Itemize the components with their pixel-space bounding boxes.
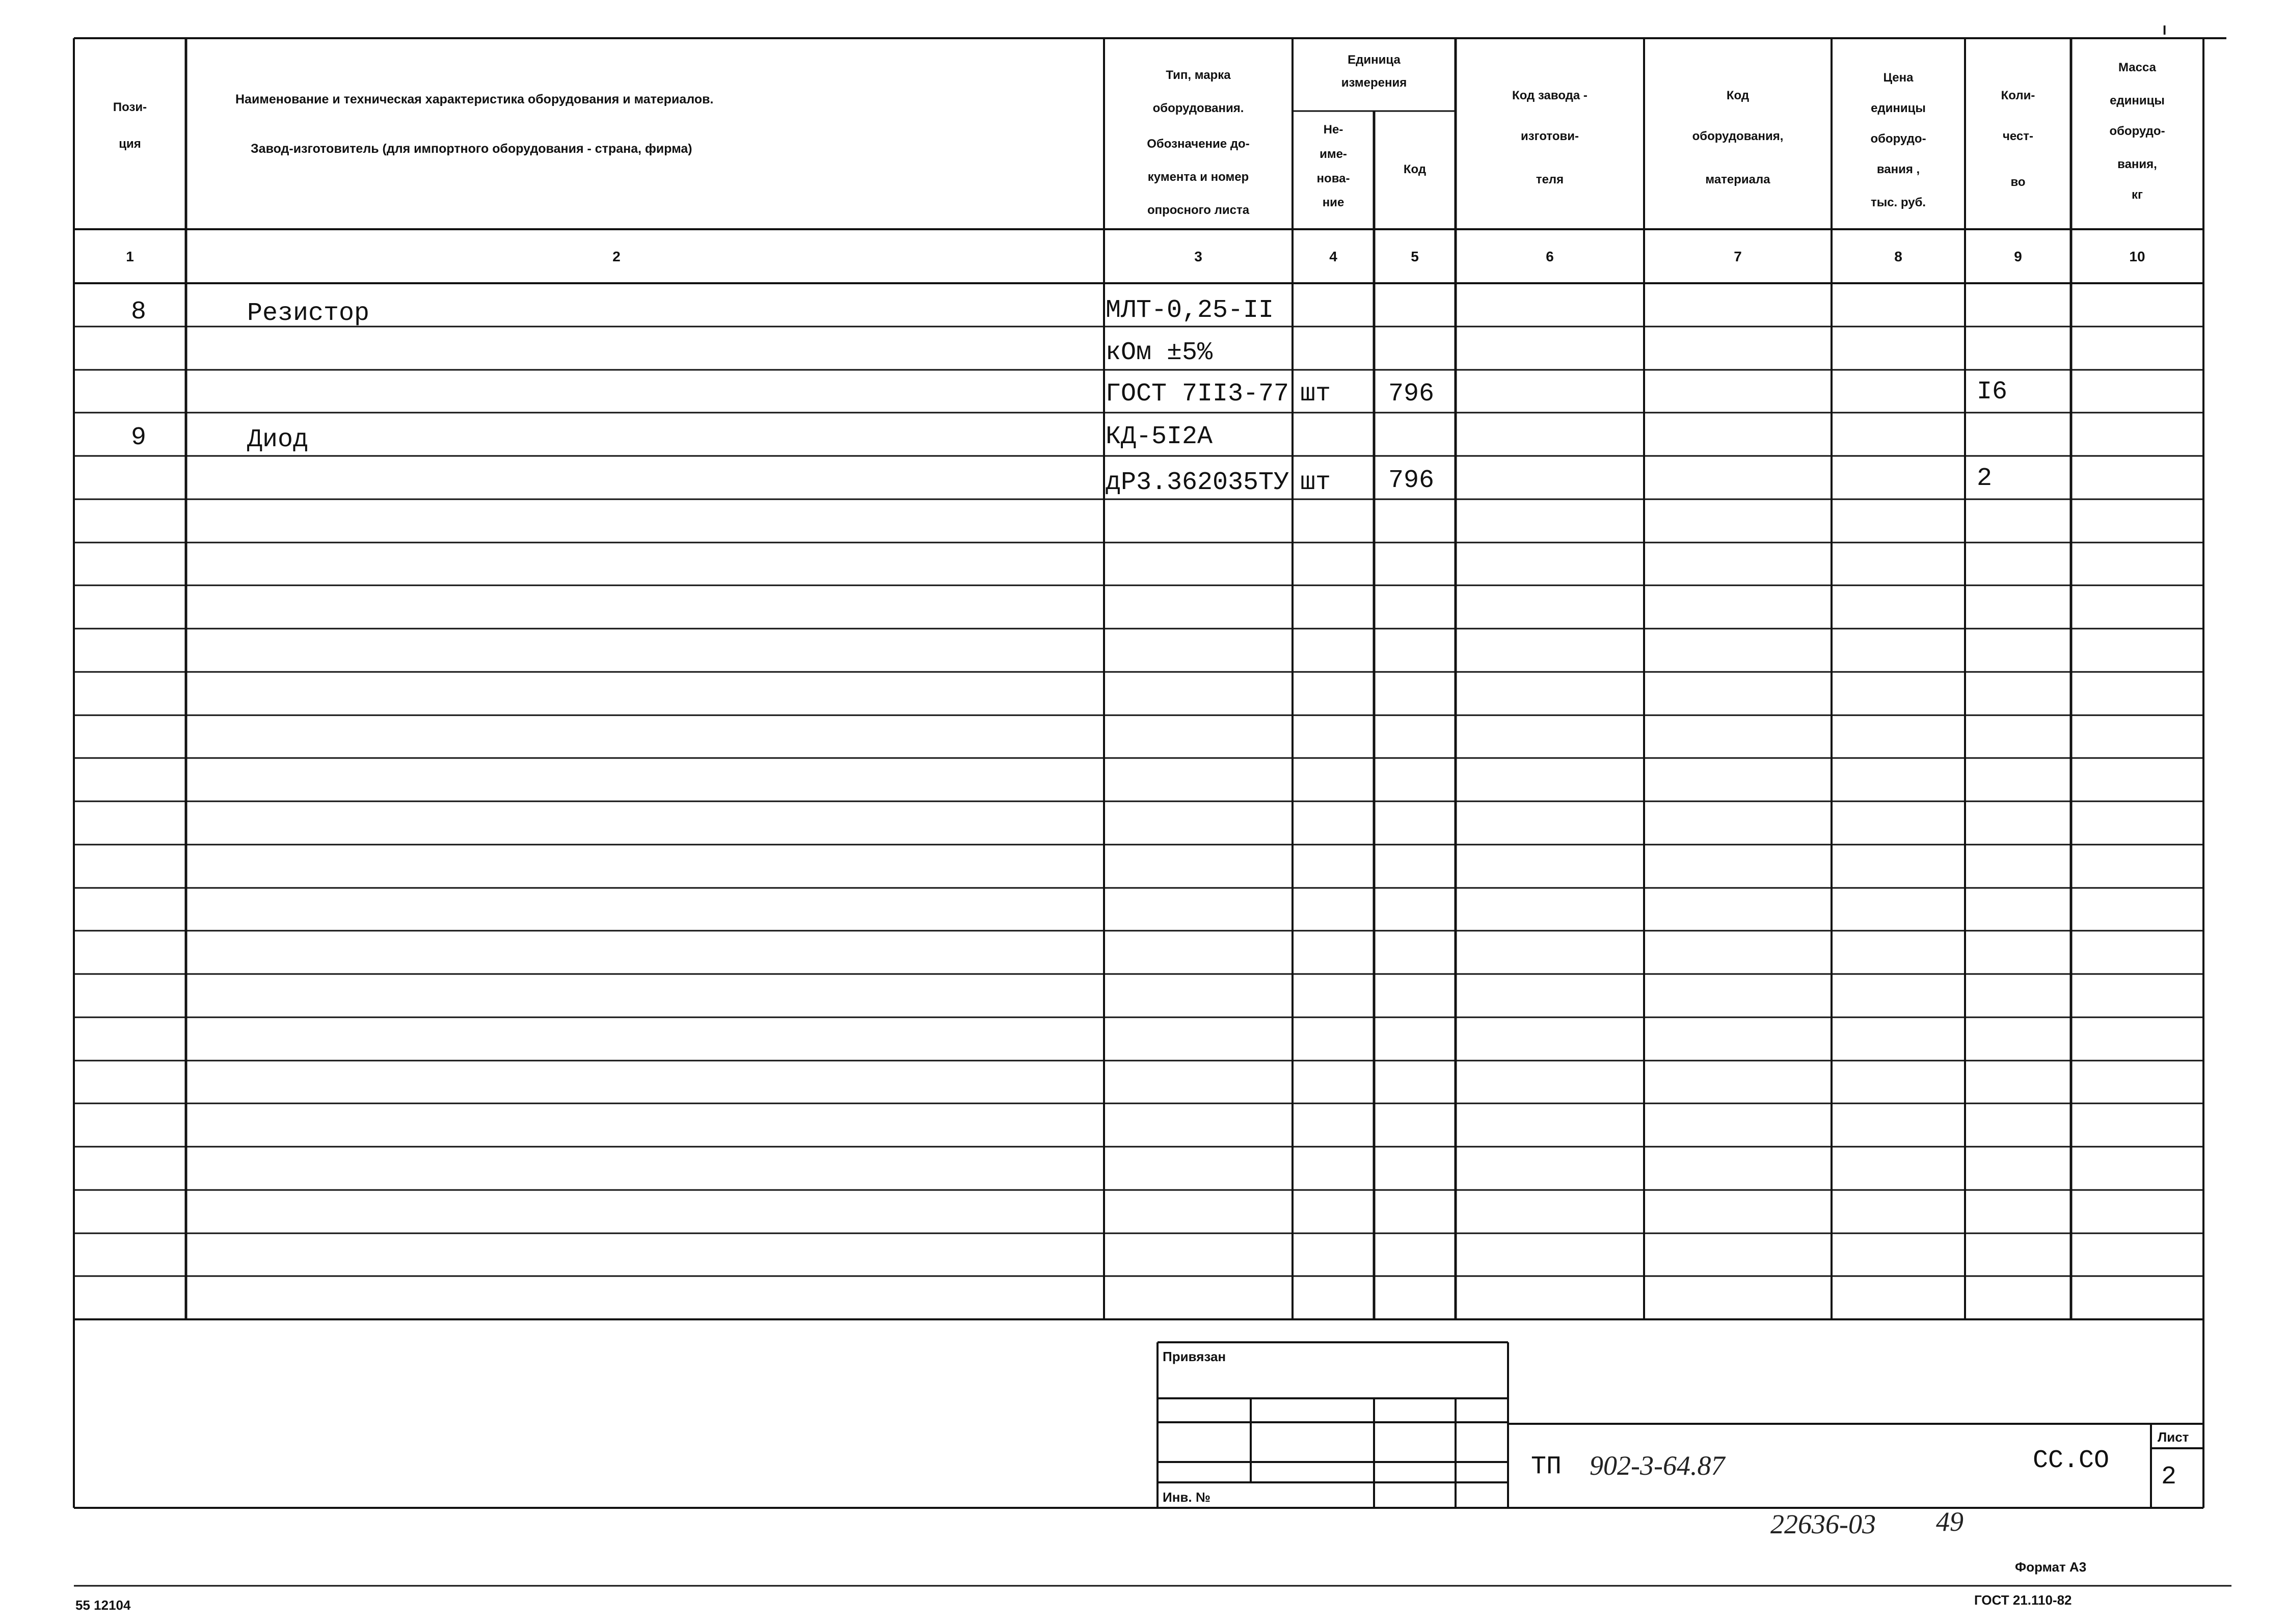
- header-equip-code-1: Код: [1726, 89, 1750, 102]
- table-frame: [74, 38, 2226, 1508]
- column-number: 1: [126, 249, 134, 264]
- column-number: 3: [1194, 249, 1202, 264]
- column-lines: [186, 38, 2071, 1319]
- header-qty-2: чест-: [2002, 129, 2034, 143]
- table-row: [1106, 377, 2007, 409]
- header-unit-code: Код: [1403, 163, 1427, 176]
- header-maker-code-3: теля: [1536, 173, 1564, 186]
- header-type-5: опросного листа: [1147, 203, 1250, 217]
- row-code: 796: [1388, 466, 1435, 495]
- column-number: 4: [1329, 249, 1337, 264]
- header-unit-group-2: измерения: [1341, 76, 1407, 90]
- row-type: МЛТ-0,25-II: [1106, 296, 1274, 325]
- header-unit-name-3: нова-: [1316, 172, 1350, 185]
- header-position: Пози-: [113, 100, 147, 114]
- table-header: [113, 53, 2165, 217]
- header-mass-4: вания,: [2117, 157, 2157, 171]
- table-row: [1106, 338, 1213, 367]
- row-type: дР3.362035ТУ: [1106, 468, 1289, 497]
- sheet-label: Лист: [2158, 1429, 2189, 1445]
- table-row: [1106, 464, 1992, 497]
- attached-label: Привязан: [1163, 1349, 1226, 1364]
- row-qty: 2: [1977, 464, 1993, 493]
- header-type-2: оборудования.: [1152, 101, 1244, 115]
- column-number: 6: [1546, 249, 1554, 264]
- table-row: [131, 296, 1274, 328]
- tp-number: 902-3-64.87: [1590, 1450, 1725, 1481]
- header-unit-name-1: Не-: [1323, 123, 1343, 137]
- header-price-2: единицы: [1871, 101, 1926, 115]
- row-unit: шт: [1300, 380, 1331, 409]
- tp-label: ТП: [1531, 1452, 1562, 1481]
- row-name: Резистор: [247, 299, 370, 328]
- header-unit-group-1: Единица: [1348, 53, 1401, 67]
- row-type: кОм ±5%: [1106, 338, 1213, 367]
- paper-format: Формат А3: [2015, 1559, 2087, 1575]
- row-name: Диод: [247, 425, 309, 454]
- handwritten-page-number: 49: [1936, 1506, 1963, 1537]
- header-price-1: Цена: [1883, 71, 1914, 85]
- header-price-4: вания ,: [1876, 163, 1920, 176]
- row-type: ГОСТ 7II3-77: [1106, 380, 1289, 409]
- column-number-row: [126, 249, 2145, 264]
- row-code: 796: [1388, 380, 1435, 409]
- header-price-5: тыс. руб.: [1870, 196, 1926, 209]
- header-mass-5: кг: [2131, 188, 2143, 202]
- header-name-line1: Наименование и техническая характеристика оборудования и материалов.: [235, 92, 714, 106]
- table-row: [131, 422, 1213, 454]
- column-number: 5: [1411, 249, 1419, 264]
- column-number: 8: [1894, 249, 1902, 264]
- header-price-3: оборудо-: [1870, 132, 1926, 146]
- header-unit-name-4: ние: [1322, 196, 1344, 209]
- handwritten-archive-number: 22636-03: [1770, 1509, 1876, 1539]
- title-block: [1158, 1342, 2203, 1508]
- gost-reference: ГОСТ 21.110-82: [1974, 1592, 2072, 1608]
- column-number: 7: [1734, 249, 1742, 264]
- column-number: 10: [2129, 249, 2145, 264]
- header-mass-1: Масса: [2118, 61, 2156, 74]
- row-type: КД-5I2А: [1106, 422, 1213, 451]
- header-equip-code-2: оборудования,: [1692, 129, 1784, 143]
- document-code: СС.СО: [2033, 1446, 2110, 1475]
- header-qty-1: Коли-: [2001, 89, 2035, 102]
- row-position: 8: [130, 297, 147, 327]
- column-number: 9: [2014, 249, 2022, 264]
- header-unit-name-2: име-: [1320, 147, 1347, 161]
- header-maker-code-2: изготови-: [1520, 129, 1579, 143]
- header-qty-3: во: [2010, 175, 2026, 189]
- corner-mark: I: [2163, 22, 2167, 38]
- print-code: 55 12104: [75, 1598, 131, 1613]
- header-position-2: ция: [119, 137, 141, 151]
- row-position: 9: [130, 423, 147, 452]
- header-mass-2: единицы: [2110, 94, 2165, 107]
- row-qty: I6: [1977, 377, 2008, 407]
- inventory-number-label: Инв. №: [1163, 1490, 1210, 1505]
- header-type-1: Тип, марка: [1166, 68, 1231, 82]
- header-type-4: кумента и номер: [1147, 170, 1249, 184]
- header-type-3: Обозначение до-: [1147, 137, 1250, 151]
- column-number: 2: [612, 249, 621, 264]
- header-name-line2: Завод-изготовитель (для импортного оборудования - страна, фирма): [251, 142, 692, 156]
- row-unit: шт: [1300, 468, 1331, 497]
- header-mass-3: оборудо-: [2109, 124, 2165, 138]
- sheet-number: 2: [2161, 1463, 2177, 1492]
- header-equip-code-3: материала: [1705, 173, 1770, 186]
- header-maker-code-1: Код завода -: [1512, 89, 1588, 102]
